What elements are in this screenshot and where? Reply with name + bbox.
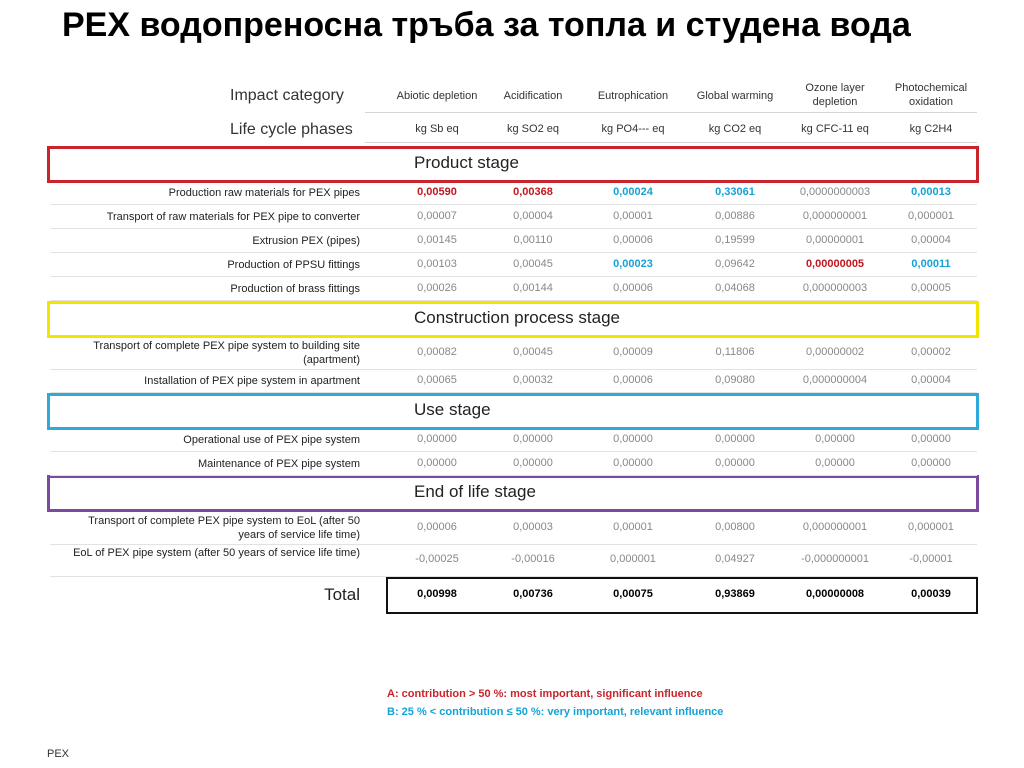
table-cell: 0,00000 (815, 457, 855, 469)
table-cell: 0,19599 (715, 234, 755, 246)
row-label: Extrusion PEX (pipes) (252, 235, 360, 247)
table-cell: 0,00004 (911, 374, 951, 386)
column-header: Photochemical oxidation (894, 82, 968, 108)
table-cell: 0,00024 (613, 186, 653, 198)
unit-label: kg PO4--- eq (601, 123, 665, 135)
row-label: Maintenance of PEX pipe system (197, 458, 360, 470)
table-cell: 0,00032 (513, 374, 553, 386)
row-divider (50, 300, 977, 301)
table-cell: 0,000000004 (802, 374, 868, 386)
row-divider (50, 204, 977, 205)
row-divider (50, 252, 977, 253)
table-cell: 0,00082 (417, 346, 457, 358)
stage-label: Product stage (414, 153, 519, 172)
table-cell: 0,00065 (417, 374, 457, 386)
table-cell: 0,00000 (815, 433, 855, 445)
column-header: Global warming (696, 90, 774, 102)
table-cell: 0,00110 (513, 234, 553, 246)
row-label: Operational use of PEX pipe system (183, 434, 360, 446)
table-cell: 0,00004 (513, 210, 553, 222)
table-cell: 0,000000001 (802, 210, 868, 222)
table-cell: 0,00000002 (805, 346, 865, 358)
table-cell: 0,00004 (911, 234, 951, 246)
unit-label: kg CO2 eq (708, 123, 762, 135)
table-cell: 0,00001 (613, 521, 653, 533)
table-cell: 0,00005 (911, 282, 951, 294)
table-cell: 0,00144 (513, 282, 553, 294)
table-cell: 0,00000 (613, 433, 653, 445)
table-cell: 0,00368 (513, 186, 553, 198)
table-cell: 0,00103 (417, 258, 457, 270)
header-divider (365, 112, 977, 113)
stage-end-of-life (47, 475, 979, 512)
table-cell: 0,00009 (613, 346, 653, 358)
row-label: Transport of complete PEX pipe system to building site (apartment) (93, 340, 360, 366)
stage-label: Construction process stage (414, 308, 620, 327)
table-cell: 0,00000 (417, 433, 457, 445)
impact-category-label: Impact category (230, 87, 344, 104)
header-divider (365, 142, 977, 143)
table-cell: 0,00000 (613, 457, 653, 469)
table-cell: -0,00016 (511, 553, 555, 565)
table-cell: 0,00026 (417, 282, 457, 294)
table-cell: 0,00000 (513, 457, 553, 469)
table-cell: 0,000001 (908, 521, 954, 533)
stage-construction (47, 301, 979, 338)
row-divider (50, 276, 977, 277)
total-cell: 0,00998 (417, 588, 457, 600)
unit-label: kg CFC-11 eq (801, 123, 869, 135)
row-label: Transport of complete PEX pipe system to EoL (after 50 years of service life time) (88, 515, 360, 541)
table-cell: 0,000001 (610, 553, 656, 565)
table-cell: 0,00000001 (805, 234, 865, 246)
stage-product (47, 146, 979, 183)
column-header: Eutrophication (597, 90, 669, 102)
row-divider (50, 475, 977, 476)
row-divider (50, 392, 977, 393)
column-header: Abiotic depletion (396, 90, 478, 102)
total-cell: 0,00075 (613, 588, 653, 600)
stage-use (47, 393, 979, 430)
row-label: Production of brass fittings (230, 283, 360, 295)
table-cell: 0,00011 (911, 258, 951, 270)
column-header: Acidification (503, 90, 563, 102)
legend-a: A: contribution > 50 %: most important, significant influence (387, 688, 703, 700)
life-cycle-phases-label: Life cycle phases (230, 121, 353, 138)
stage-label: End of life stage (414, 482, 536, 501)
table-cell: 0,00000 (513, 433, 553, 445)
table-cell: 0,000001 (908, 210, 954, 222)
table-cell: 0,04927 (715, 553, 755, 565)
row-divider (50, 544, 977, 545)
table-cell: 0,000000001 (802, 521, 868, 533)
table-cell: 0,00000 (715, 433, 755, 445)
table-cell: 0,00000 (417, 457, 457, 469)
footer-text: PEX (47, 748, 70, 760)
table-cell: 0,00013 (911, 186, 951, 198)
table-cell: -0,000000001 (801, 553, 869, 565)
table-cell: 0,11806 (715, 346, 755, 358)
table-cell: 0,00590 (417, 186, 457, 198)
row-label: Production of PPSU fittings (227, 259, 360, 271)
table-cell: 0,09080 (715, 374, 755, 386)
table-cell: 0,000000003 (802, 282, 868, 294)
table-cell: 0,33061 (715, 186, 755, 198)
table-cell: 0,00000 (911, 457, 951, 469)
table-cell: 0,00006 (613, 234, 653, 246)
row-label: Installation of PEX pipe system in apartment (144, 375, 360, 387)
total-cell: 0,00039 (911, 588, 951, 600)
unit-label: kg SO2 eq (507, 123, 559, 135)
row-divider (50, 369, 977, 370)
row-label: Transport of raw materials for PEX pipe to converter (106, 211, 360, 223)
row-divider (50, 451, 977, 452)
legend-b: B: 25 % < contribution ≤ 50 %: very important, relevant influence (387, 706, 724, 718)
table-cell: 0,04068 (715, 282, 755, 294)
table-cell: 0,00023 (613, 258, 653, 270)
table-cell: 0,00006 (613, 282, 653, 294)
table-cell: 0,00000 (911, 433, 951, 445)
column-header: Ozone layer depletion (805, 82, 865, 108)
table-cell: 0,00003 (513, 521, 553, 533)
total-cell: 0,00736 (513, 588, 553, 600)
table-cell: 0,00000 (715, 457, 755, 469)
table-cell: 0,09642 (715, 258, 755, 270)
total-cell: 0,93869 (715, 588, 755, 600)
table-cell: 0,00006 (613, 374, 653, 386)
table-cell: 0,00045 (513, 346, 553, 358)
table-cell: 0,00045 (513, 258, 553, 270)
row-label: EoL of PEX pipe system (after 50 years of service life time) (73, 547, 360, 559)
unit-label: kg Sb eq (415, 123, 459, 135)
table-cell: 0,00002 (911, 346, 951, 358)
stage-label: Use stage (414, 400, 491, 419)
table-cell: 0,00000005 (805, 258, 865, 270)
table-cell: 0,00006 (417, 521, 457, 533)
row-divider (50, 228, 977, 229)
total-label: Total (324, 585, 360, 604)
table-cell: -0,00025 (415, 553, 459, 565)
table-cell: 0,00886 (715, 210, 755, 222)
table-cell: 0,00007 (417, 210, 457, 222)
total-cell: 0,00000008 (805, 588, 865, 600)
row-label: Production raw materials for PEX pipes (168, 187, 360, 199)
unit-label: kg C2H4 (909, 123, 953, 135)
table-cell: -0,00001 (909, 553, 953, 565)
table-cell: 0,00001 (613, 210, 653, 222)
table-cell: 0,00800 (715, 521, 755, 533)
table-cell: 0,0000000003 (799, 186, 871, 198)
table-cell: 0,00145 (417, 234, 457, 246)
page-title: PEX водопреносна тръба за топла и студена вода (62, 6, 911, 44)
